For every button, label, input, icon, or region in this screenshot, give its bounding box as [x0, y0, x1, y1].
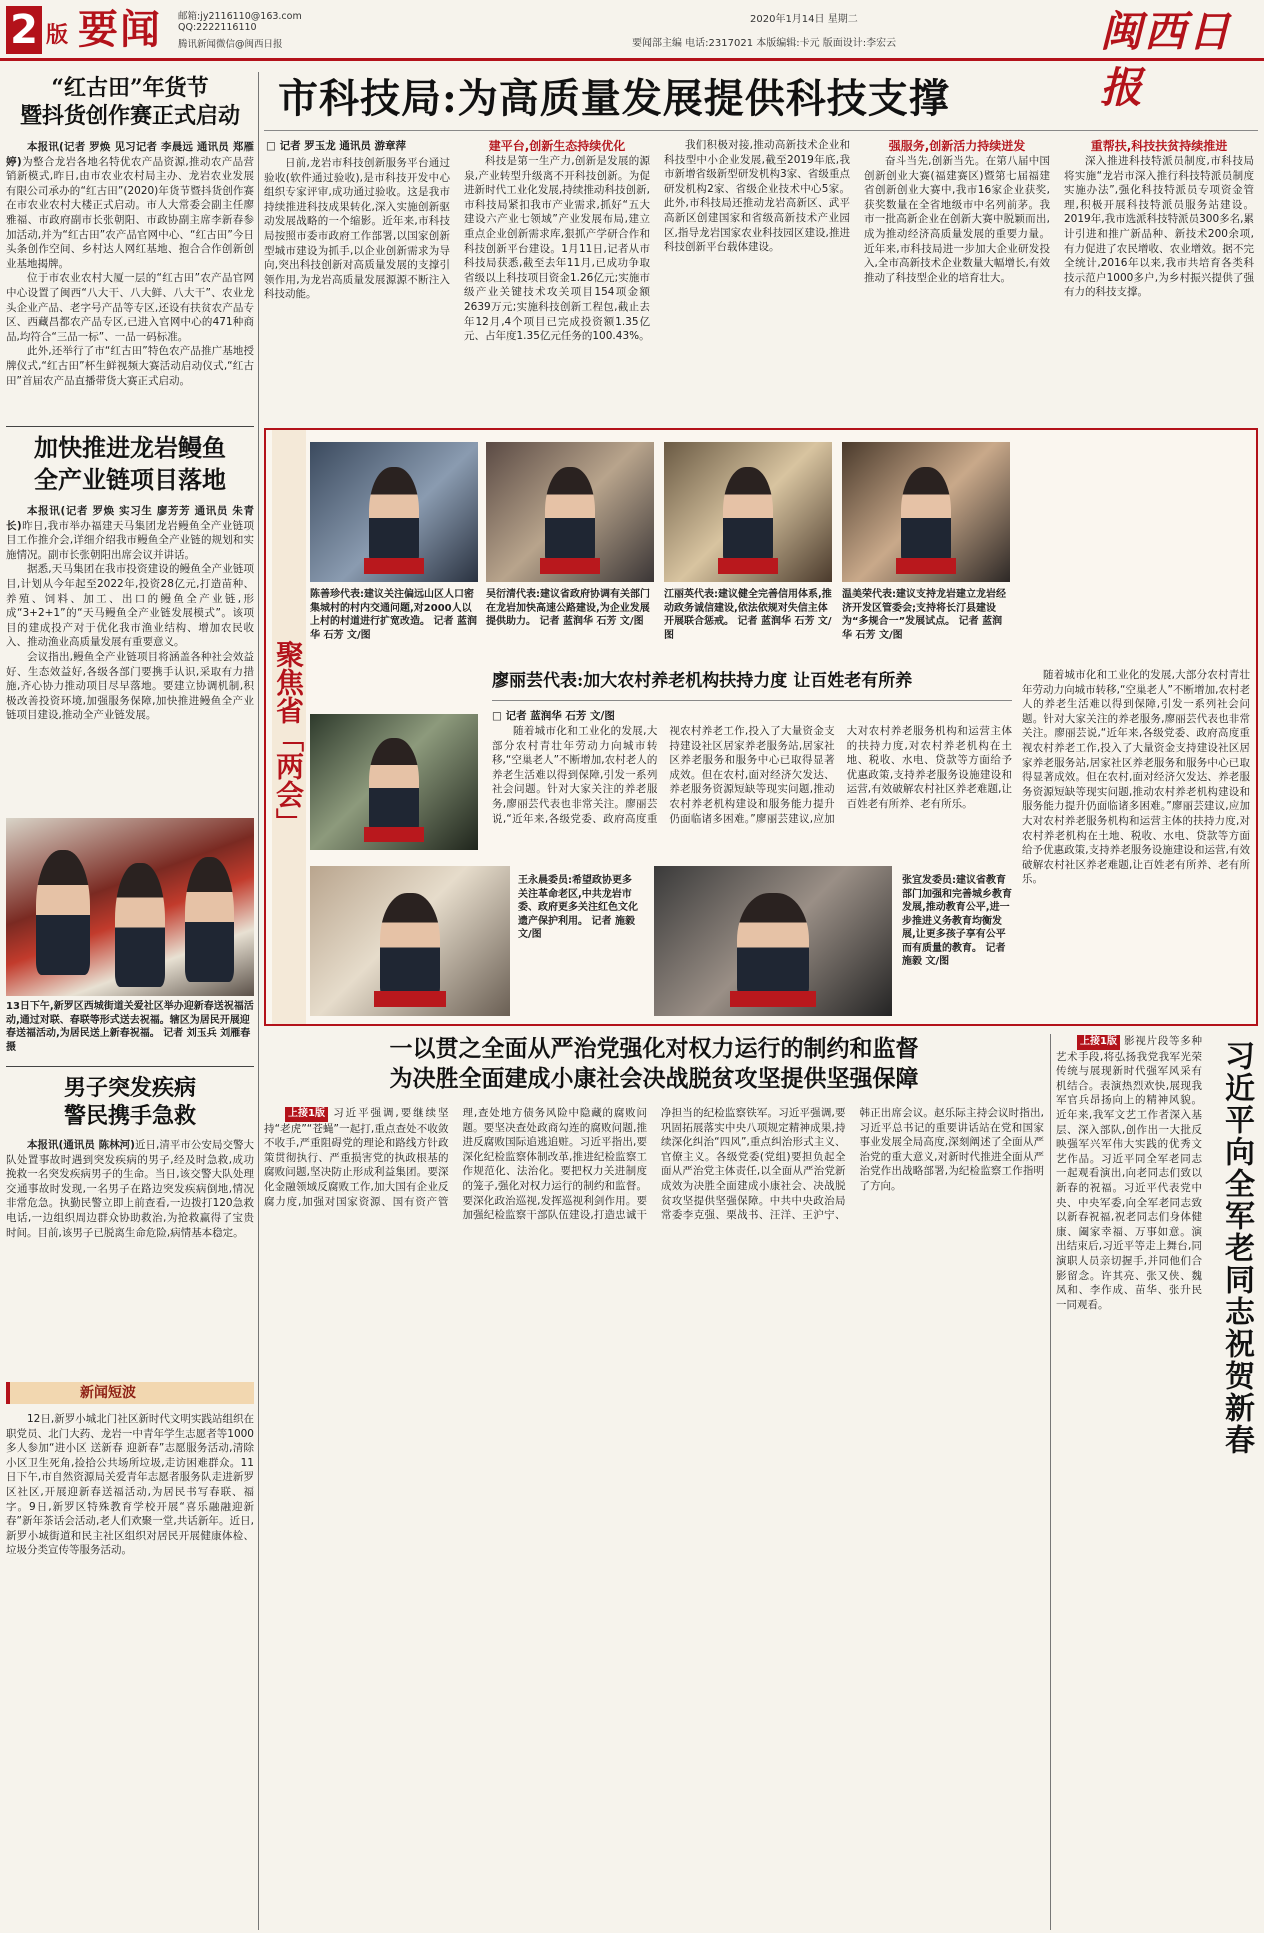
photo-member-1: [310, 866, 510, 1016]
editor-line: 要闻部主编 电话:2317021 本版编辑:卡元 版面设计:李宏云: [632, 38, 897, 49]
title-line: 全产业链项目落地: [34, 465, 226, 494]
article-title: [6, 1074, 254, 1130]
feature-right-text: [1022, 668, 1250, 886]
main-col-1: [264, 156, 450, 418]
bottom-headline: [264, 1034, 1044, 1094]
photo-member-2: [654, 866, 892, 1016]
liao-headline: 廖丽芸代表:加大农村养老机构扶持力度 让百姓老有所养: [492, 671, 913, 691]
subheading: 强服务,创新活力持续迸发: [888, 139, 1026, 153]
photo-delegate-2: [486, 442, 654, 582]
article-body: [6, 1138, 254, 1374]
contact-email: 邮箱:jy2116110@163.com: [178, 11, 302, 22]
article-title: [6, 432, 254, 496]
news-brief-title: [6, 1382, 254, 1404]
feature-banner: [272, 430, 306, 1024]
feature-two-sessions: [264, 428, 1258, 1026]
title-line: 加快推进龙岩鳗鱼: [34, 433, 226, 462]
title-line: 警民携手急救: [63, 1103, 196, 1129]
byline: 本报讯(记者 罗焕 见习记者 李晨远 通讯员 郑雁婷): [6, 141, 254, 168]
column-divider: [1050, 1034, 1051, 1930]
paragraph: 科技是第一生产力,创新是发展的源泉,产业转型升级离不开科技创新。为促进新时代工业化发展,持续推动科技创新,市科技局紧扣我市产业需求,抓好“五大建设六产业七领域”产业发展布局,建立重点企业创新需求库,狠抓产学研合作和科技创新平台建设。1月11日,记者从市科技局获悉,截至去年11月,已成功争取省级以上科技项目资金1.26亿元;实施市级产业关键技术攻关项目154项金额2639万元;实施科技创新工程包,截止去年12月,4个项目已完成投资额1.35亿元、占年度1.35亿元任务的100.43%。: [464, 155, 650, 343]
caption-delegate-4: 温美荣代表:建议支持龙岩建立龙岩经济开发区管委会;支持将长汀县建设为“多规合一”发展试点。 记者 蓝润华 石芳 文/图: [842, 589, 1006, 641]
photo-delegate-1: [310, 442, 478, 582]
liao-body: 随着城市化和工业化的发展,大部分农村青壮年劳动力向城市转移,“空巢老人”不断增加,农村老人的养老生活难以得到保障,引发一系列社会问题。针对大家关注的养老服务,廖丽芸代表也非常关注。廖丽芸说,“近年来,各级党委、政府高度重视农村养老工作,投入了大量资金支持建设社区居家养老服务站,居家社区养老服务和服务中心已取得显著成效。但在农村,面对经济欠发达、养老服务资源短缺等现实问题,推动农村养老机构建设和服务能力提升仍面临诸多困难。”廖丽芸建议,应加大对农村养老服务机构和运营主体的扶持力度,对农村养老机构在土地、税收、水电、贷款等方面给予优惠政策,支持养老服务设施建设和运营,有效破解农村社区养老难题,让百姓老有所养、老有所乐。: [492, 725, 1012, 825]
paragraph: 影视片段等多种艺术手段,将弘扬我党我军光荣传统与展现新时代强军风采有机结合。表演热烈欢快,展现我军官兵昂扬向上的精神风貌。近年来,我军文艺工作者深入基层、深入部队,创作出一大批反映强军兴军伟大实践的优秀文艺作品。习近平同全军老同志一起观看演出,向老同志们致以新春的祝福。习近平代表党中央、中央军委,向全军老同志致以新春祝福,祝老同志们身体健康、阖家幸福、万事如意。演出结束后,习近平等走上舞台,同演职人员亲切握手,并同他们合影留念。许其亮、张又侠、魏凤和、李作成、苗华、张升民一同观看。: [1056, 1035, 1203, 1311]
article-emergency-rescue: [6, 1074, 254, 1374]
paragraph: 深入推进科技特派员制度,市科技局将实施“龙岩市深入推行科技特派员制度实施办法”,强化科技特派员专项资金管理,积极开展科技特派员服务站建设。2019年,我市选派科技特派员300多名,累计引进和推广新品种、新技术200余项,有力促进了农民增收、农业增效。据不完全统计,2016年以来,我市共培育各类科技示范户1000多户,为乡村振兴提供了强有力的科技支撑。: [1064, 155, 1254, 299]
headline-rule: [264, 130, 1258, 131]
section-title: 要闻: [78, 6, 162, 53]
title-line: “红古田”年货节: [51, 75, 209, 101]
subheading: 重帮扶,科技扶贫持续推进: [1090, 139, 1228, 153]
community-photo: [6, 818, 254, 996]
issue-date: 2020年1月14日 星期二: [750, 14, 858, 25]
main-headline: 市科技局:为高质量发展提供科技支撑: [278, 75, 950, 122]
paragraph: 位于市农业农村大厦一层的“红古田”农产品官网中心设置了闽西“八大干、八大鲜、八大干”、农业龙头企业产品、老字号产品等专区,还设有扶贫农产品专区、西藏昌都农产品专区,已进入官网中心的471种商品,均符合“三品一标”、一品一码标准。: [6, 272, 254, 343]
page-number: 2: [10, 7, 38, 53]
contact-qq: QQ:2222116110: [178, 22, 257, 33]
main-top-article: [264, 68, 1258, 420]
page-suffix: 版: [46, 23, 69, 48]
masthead-rule: [0, 58, 1264, 61]
bottom-article: [264, 1034, 1044, 1930]
paragraph: 据悉,天马集团在我市投资建设的鳗鱼全产业链项目,计划从今年起至2022年,投资28亿元,打造苗种、养殖、饲料、加工、出口的鳗鱼全产业链,形成“3+2+1”的“天马鳗鱼全产业链发展模式”。该项目的建成投产对于优化我市渔业结构、增加农民收入、推动渔业高质量发展有重要意义。: [6, 563, 254, 649]
liao-photo: [310, 714, 478, 850]
caption-delegate-3: 江丽英代表:建议健全完善信用体系,推动政务诚信建设,依法依规对失信主体开展联合惩戒。 记者 蓝润华 石芳 文/图: [664, 589, 832, 641]
paragraph: 会议指出,鳗鱼全产业链项目将涵盖各种社会效益好、生态效益好,各级各部门要携手认识,采取有力措施,齐心协力推动项目尽早落地。要建立协调机制,积极改善投资环境,加强服务保障,加快推进鳗鱼全产业链项目建设,推动全产业链发展。: [6, 650, 254, 722]
paragraph: 我们积极对接,推动高新技术企业和科技型中小企业发展,截至2019年底,我市新增省级新型研发机构3家、省级重点研发机构2家、省级企业技术中心5家。此外,市科技局还推动龙岩高新区、武平高新区创建国家和省级高新技术产业园区,指导龙岩国家农业科技园区建设,推进科技创新平台载体建设。: [664, 139, 850, 254]
paragraph: 随着城市化和工业化的发展,大部分农村青壮年劳动力向城市转移,“空巢老人”不断增加,农村老人的养老生活难以得到保障,引发一系列社会问题。针对大家关注的养老服务,廖丽芸代表也非常关注。廖丽芸说,“近年来,各级党委、政府高度重视农村养老工作,投入了大量资金支持建设社区居家养老服务站,居家社区养老服务和服务中心已取得显著成效。但在农村,面对经济欠发达、养老服务资源短缺等现实问题,推动农村养老机构建设和服务能力提升仍面临诸多困难。”廖丽芸建议,应加大对农村养老服务机构和运营主体的扶持力度,对农村养老机构在土地、税收、水电、贷款等方面给予优惠政策,支持养老服务设施建设和运营,有效破解农村社区养老难题,让百姓老有所养、老有所乐。: [1022, 669, 1250, 886]
article-body: [6, 504, 254, 808]
paper-logo: 闽西日报: [1100, 7, 1233, 112]
subheading: 建平台,创新生态持续优化: [488, 139, 626, 153]
paragraph: 此外,还举行了市“红古田”特色农产品推广基地授牌仪式,“红古田”杯生鲜视频大赛活动启动仪式,“红古田”首届农产品直播带货大赛正式启动。: [6, 345, 254, 387]
page-number-box: [6, 6, 42, 54]
main-col-5: [1064, 138, 1254, 418]
headline-rule: [492, 700, 1012, 701]
column-divider: [258, 72, 259, 1930]
article-title: [6, 74, 254, 130]
headline-line: 为决胜全面建成小康社会决战脱贫攻坚提供坚强保障: [389, 1065, 919, 1092]
divider: [6, 426, 254, 427]
main-col-3: [664, 138, 850, 418]
bottom-body: [264, 1106, 1044, 1926]
news-brief: [6, 1382, 254, 1926]
photo-delegate-4: [842, 442, 1010, 582]
news-brief-body: 12日,新罗小城北门社区新时代文明实践站组织在职党员、北门大药、龙岩一中青年学生志愿者等1000多人参加“进小区 送新春 迎新春”志愿服务活动,清除小区卫生死角,捡拾公共场所垃圾,走访困难群众。11日下午,市自然资源局关爱青年志愿者服务队走进新罗区社区,开展迎新春送福活动,为居民书写春联、福字。9日,新罗区特殊教育学校开展“喜乐融融迎新春”新年茶话会活动,老人们欢聚一堂,共话新年。近日,新罗小城街道和民主社区组织对居民开展健康体检、垃圾分类宣传等服务活动。: [6, 1413, 254, 1557]
continued-tag: 上接1版: [285, 1107, 328, 1122]
article-eel-industry: [6, 432, 254, 812]
divider: [6, 1066, 254, 1067]
main-col-2: [464, 138, 650, 418]
caption-member-1: 王永晨委员:希望政协更多关注革命老区,中共龙岩市委、政府更多关注红色文化遗产保护利用。 记者 施毅 文/图: [518, 875, 638, 940]
paragraph: 日前,龙岩市科技创新服务平台通过验收(软件通过验收),是市科技开发中心组织专家评审,成功通过验收。这是我市持续推进科技成果转化,深入实施创新驱动发展战略的一个缩影。近年来,市科技局按照市委市政府工作部署,以国家创新型城市建设为抓手,以企业创新需求为导向,突出科技创新对高质量发展的支撑引领作用,为龙岩高质量发展源源不断注入科技动能。: [264, 157, 450, 301]
paragraph: 近日,清平市公安局交警大队处置事故时遇到突发疾病的男子,经及时急救,成功挽救一名突发疾病男子的生命。当日,该交警大队处理交通事故时发现,一名男子在路边突发疾病倒地,情况非常危急。执勤民警立即上前查看,一边拨打120急救电话,一边组织周边群众协助救治,为抢救赢得了宝贵时间。目前,该男子已脱离生命危险,病情基本稳定。: [6, 1139, 254, 1239]
caption-member-2: 张宜发委员:建议省教育部门加强和完善城乡教育发展,推动教育公平,进一步推进义务教育均衡发展,让更多孩子享有公平而有质量的教育。 记者 施毅 文/图: [902, 875, 1012, 967]
byline: 本报讯(通讯员 陈林河): [27, 1139, 135, 1151]
photo-caption: 13日下午,新罗区西城街道关爱社区举办迎新春送祝福活动,通过对联、春联等形式送去祝福。辖区为居民开展迎春送福活动,为居民送上新春祝福。 记者 刘玉兵 刘雁春 摄: [6, 1001, 254, 1053]
article-red-gutian: [6, 74, 254, 424]
news-brief-label: 新闻短波: [80, 1385, 136, 1401]
left-column: [6, 70, 254, 1930]
liao-byline: □ 记者 蓝润华 石芳 文/图: [492, 710, 615, 722]
xi-body: [1056, 1034, 1202, 1926]
title-line: 暨抖货创作赛正式启动: [19, 103, 240, 129]
paragraph: 习近平强调,要继续坚持“老虎”“苍蝇”一起打,重点查处不收敛不收手,严重阻碍党的理论和路线方针政策贯彻执行、严重损害党的执政根基的腐败问题,坚决防止形成利益集团。要深化金融领域反腐败工作,加大国有企业反腐力度,加强对国家资源、国有资产管理,查处地方债务风险中隐藏的腐败问题。要坚决查处政商勾连的腐败问题,推进反腐败国际追逃追赃。习近平指出,要深化纪检监察体制改革,推进纪检监察工作规范化、法治化。要把权力关进制度的笼子,强化对权力运行的制约和监督。要深化政治巡视,发挥巡视利剑作用。要加强纪检监察干部队伍建设,打造忠诚干净担当的纪检监察铁军。习近平强调,要巩固拓展落实中央八项规定精神成果,持续深化纠治“四风”,重点纠治形式主义、官僚主义。各级党委(党组)要担负起全面从严治党主体责任,以全面从严治党新成效为决胜全面建成小康社会、决战脱贫攻坚提供坚强保障。中共中央政治局常委李克强、栗战书、汪洋、王沪宁、韩正出席会议。赵乐际主持会议时指出,习近平总书记的重要讲话站在党和国家事业发展全局高度,深刻阐述了全面从严治党的重大意义,对新时代推进全面从严治党作出战略部署,为纪检监察工作指明了方向。: [264, 1107, 1044, 1222]
caption-delegate-1: 陈善珍代表:建议关注偏远山区人口密集城村的村内交通问题,对2000人以上村的村道进行扩宽改造。 记者 蓝润华 石芳 文/图: [310, 589, 477, 641]
xi-vertical-headline: 习近平向全军老同志祝贺新春: [1219, 1040, 1254, 1456]
contact-note: 腾讯新闻微信@闽西日报: [178, 39, 283, 50]
paragraph: 奋斗当先,创新当先。在第八届中国创新创业大赛(福建赛区)暨第七届福建省创新创业大赛中,我市16家企业获奖,获奖数量在全省地级市中名列前茅。我市一批高新企业在创新大赛中脱颖而出,成为推动经济高质量发展的重要力量。近年来,市科技局进一步加大企业研发投入,全市高新技术企业数量大幅增长,有效推动了科技型企业的培育壮大。: [864, 155, 1050, 284]
continued-tag: 上接1版: [1077, 1035, 1120, 1050]
paragraph: 昨日,我市举办福建天马集团龙岩鳗鱼全产业链项目工作推介会,详细介绍我市鳗鱼全产业链的规划和实施情况。副市长张朝阳出席会议并讲话。: [6, 519, 254, 561]
photo-delegate-3: [664, 442, 832, 582]
main-byline: □ 记者 罗玉龙 通讯员 游章萍: [266, 140, 407, 152]
byline: 本报讯(记者 罗焕 实习生 廖芳芳 通讯员 朱青长): [6, 505, 254, 532]
paragraph: 为整合龙岩各地名特优农产品资源,推动农产品营销新模式,昨日,由市农业农村局主办、龙岩农业发展有限公司承办的“红古田”(2020)年货节暨抖货创作赛在市农业农村大楼正式启动。市人大常委会副主任廖雅福、市政府副市长张朝阳、市政协副主席李新春参加活动,并为“红古田”农产品官网中心、“红古田”今日头条创作空间、乡村达人网红基地、抱合合作创新创业基地揭牌。: [6, 155, 254, 270]
xi-new-year-article: [1056, 1034, 1258, 1930]
feature-banner-text: 聚焦省「两会」: [272, 640, 305, 836]
caption-delegate-2: 吴衍清代表:建议省政府协调有关部门在龙岩加快高速公路建设,为企业发展提供助力。 记者 蓝润华 石芳 文/图: [486, 589, 650, 627]
headline-line: 一以贯之全面从严治党强化对权力运行的制约和监督: [389, 1035, 919, 1062]
main-col-4: [864, 138, 1050, 418]
article-body: [6, 140, 254, 428]
title-line: 男子突发疾病: [63, 1075, 196, 1101]
